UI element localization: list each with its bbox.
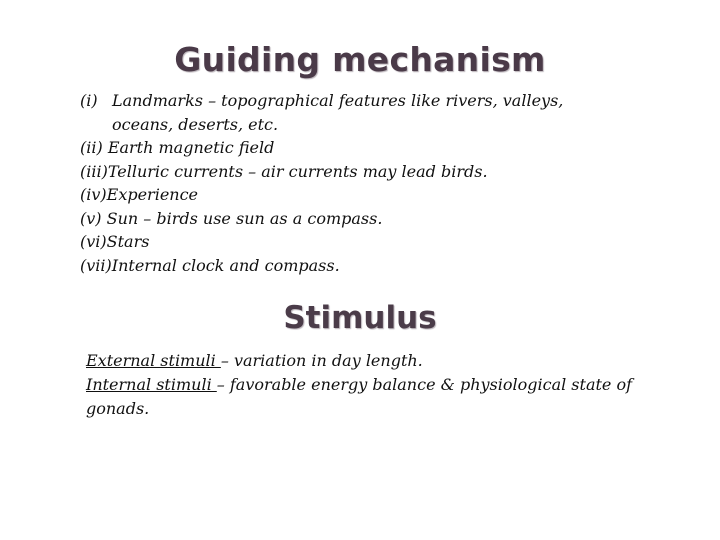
list-item-number: (iii)	[80, 161, 108, 181]
external-stimuli-label: External stimuli	[86, 351, 221, 370]
list-item	[80, 136, 680, 160]
list-item-number: (v)	[80, 208, 102, 228]
list-item-number: (ii)	[80, 138, 103, 157]
guiding-mechanism-list	[80, 89, 680, 277]
list-item-text: Experience	[106, 185, 199, 204]
list-item-number: (vii)	[80, 255, 112, 275]
list-item	[80, 230, 680, 254]
section-title-stimulus: Stimulus	[283, 300, 437, 336]
list-item	[80, 160, 680, 184]
stimulus-paragraph	[86, 349, 646, 421]
list-item	[80, 89, 680, 136]
internal-stimuli-label: Internal stimuli	[86, 375, 217, 394]
list-item-text: Landmarks – topographical features like rivers, valleys,	[112, 91, 564, 110]
list-item-text: Sun – birds use sun as a compass.	[106, 208, 383, 228]
list-item	[80, 183, 680, 207]
list-item-continuation: oceans, deserts, etc.	[112, 114, 279, 134]
list-item-number: (iv)	[80, 185, 107, 204]
internal-stimuli-text: – favorable energy balance & physiological state of gonads.	[86, 375, 633, 418]
list-item	[80, 207, 680, 231]
list-item-number: (vi)	[80, 232, 107, 251]
external-stimuli-text: – variation in day length.	[220, 351, 423, 370]
list-item-text: Earth magnetic field	[107, 138, 275, 157]
section-title-guiding-mechanism: Guiding mechanism	[174, 40, 546, 79]
list-item-text: Internal clock and compass.	[111, 255, 340, 275]
list-item	[80, 254, 680, 278]
list-item-text: Stars	[106, 232, 150, 251]
list-item-number: (i)	[80, 91, 98, 110]
list-item-text: Telluric currents – air currents may lead birds.	[107, 161, 488, 181]
